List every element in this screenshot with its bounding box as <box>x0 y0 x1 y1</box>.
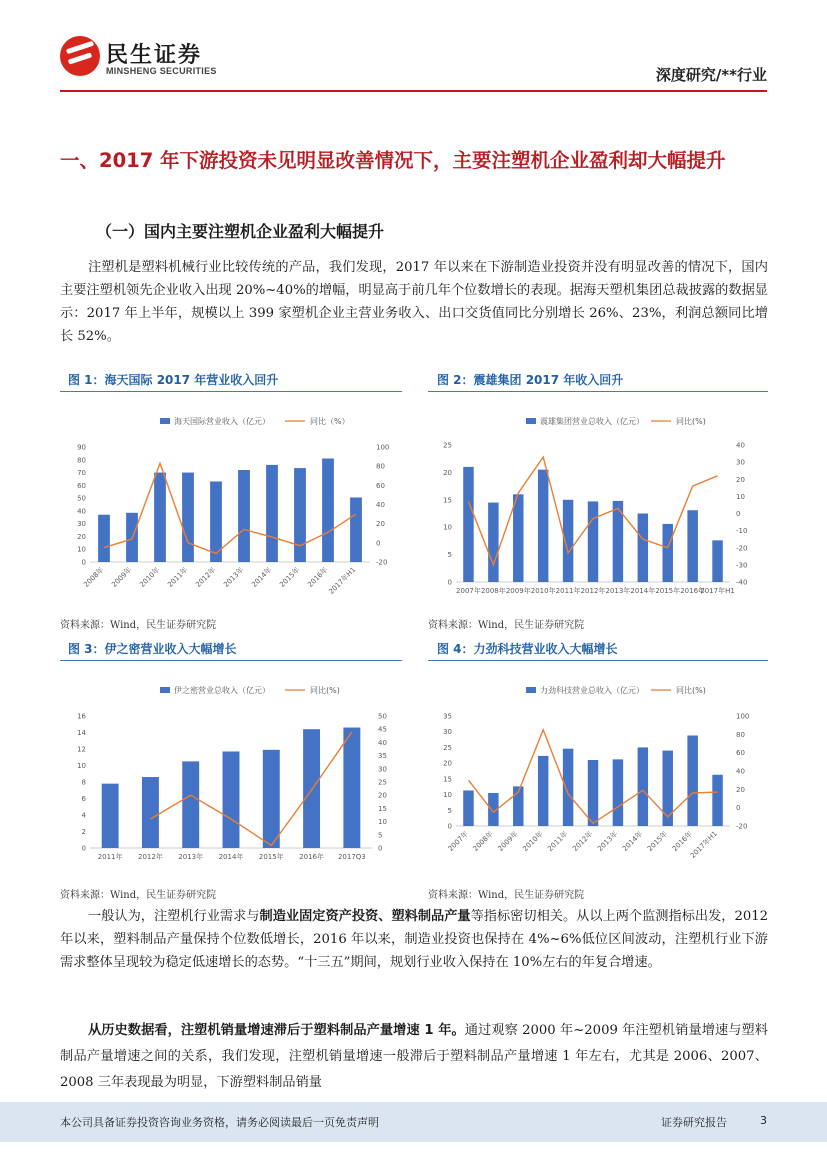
y2-tick-label: 20 <box>736 475 745 484</box>
y-tick-label: 0 <box>447 578 452 587</box>
y2-tick-label: 30 <box>378 765 387 774</box>
y-tick-label: 70 <box>77 469 86 478</box>
bar <box>294 468 306 562</box>
logo-chinese-name: 民生证券 <box>106 43 203 68</box>
x-tick-label: 2008年 <box>480 587 506 595</box>
y-tick-label: 80 <box>77 456 86 465</box>
y-tick-label: 20 <box>77 532 86 541</box>
page-footer <box>0 1102 827 1142</box>
header-divider <box>60 90 767 92</box>
x-tick-label: 2016年 <box>306 565 330 589</box>
y-tick-label: 60 <box>77 481 86 490</box>
x-tick-label: 2012年 <box>571 829 595 853</box>
x-tick-label: 2017年H1 <box>700 587 735 595</box>
chart-haitian-revenue <box>60 405 405 605</box>
minsheng-logo-icon <box>60 36 100 76</box>
y2-tick-label: 25 <box>378 778 387 787</box>
y-tick-label: 10 <box>77 762 86 770</box>
y2-tick-label: 20 <box>378 791 387 800</box>
bar <box>154 473 166 562</box>
y2-tick-label: 80 <box>376 462 385 471</box>
y2-tick-label: 100 <box>736 712 750 721</box>
y2-tick-label: 20 <box>376 520 385 529</box>
bar <box>263 750 280 848</box>
y-tick-label: 14 <box>77 729 86 737</box>
x-tick-label: 2010年 <box>521 829 545 853</box>
y2-tick-label: 60 <box>376 481 385 490</box>
y2-tick-label: 45 <box>378 725 387 734</box>
legend-bar-label: 伊之密营业总收入（亿元） <box>174 686 270 695</box>
y-tick-label: 20 <box>443 759 452 768</box>
bar <box>322 459 334 563</box>
bar <box>266 465 278 562</box>
y-tick-label: 20 <box>443 468 452 477</box>
bar <box>463 790 473 826</box>
x-tick-label: 2015年 <box>258 853 284 861</box>
x-tick-label: 2013年 <box>596 829 620 853</box>
y2-tick-label: 10 <box>378 818 387 827</box>
x-tick-label: 2011年 <box>546 829 570 853</box>
figure-4-title: 图 4：力劲科技营业收入大幅增长 <box>437 642 618 656</box>
x-tick-label: 2009年 <box>505 587 531 595</box>
y2-tick-label: 30 <box>736 458 745 467</box>
company-logo <box>60 36 260 80</box>
page-header <box>0 0 827 96</box>
chart-lijin-revenue <box>428 674 773 874</box>
bar <box>102 784 119 848</box>
legend-line-label: 同比(%) <box>676 686 706 695</box>
figure-1-rule <box>60 391 402 392</box>
y-tick-label: 6 <box>81 795 86 803</box>
y-tick-label: 15 <box>443 496 452 505</box>
para3-part-b: 通过观察 2000 年~2009 年注塑机销量增速与塑料制品产量增速之间的关系，我们发现，注塑机销量增速一般滞后于塑料制品产量增速 1 年左右，尤其是 2006、2007、2008 三年表现最为明显，下游塑料制品销量 <box>60 1023 768 1090</box>
y2-tick-label: 40 <box>378 738 387 747</box>
x-tick-label: 2014年 <box>630 587 656 595</box>
figure-3-source: 资料来源：Wind，民生证券研究院 <box>60 890 217 901</box>
figure-2-rule <box>428 391 768 392</box>
x-tick-label: 2011年 <box>97 853 123 861</box>
y2-tick-label: -30 <box>736 561 748 570</box>
legend-bar-swatch <box>160 418 170 424</box>
y2-tick-label: 10 <box>736 492 745 501</box>
y2-tick-label: 40 <box>736 441 745 450</box>
document-type: 深度研究/**行业 <box>655 66 767 84</box>
bar <box>182 473 194 562</box>
bar <box>613 759 623 826</box>
y-tick-label: 30 <box>77 520 86 529</box>
bar <box>223 751 240 848</box>
legend-bar-label: 震雄集团营业总收入（亿元） <box>540 417 644 426</box>
bar <box>588 501 598 582</box>
x-tick-label: 2014年 <box>621 829 645 853</box>
y-tick-label: 35 <box>443 712 452 721</box>
y2-tick-label: -20 <box>736 822 748 831</box>
x-tick-label: 2008年 <box>82 565 106 589</box>
y-tick-label: 0 <box>81 558 86 567</box>
para3-emphasis: 从历史数据看，注塑机销量增速滞后于塑料制品产量增速 1 年。 <box>88 1023 465 1038</box>
y-tick-label: 10 <box>443 791 452 800</box>
x-tick-label: 2015年 <box>278 565 302 589</box>
y2-tick-label: 80 <box>736 730 745 739</box>
x-tick-label: 2008年 <box>471 829 495 853</box>
y-tick-label: 4 <box>81 811 86 820</box>
figure-4-rule <box>428 660 768 661</box>
chart-zhenxiong-revenue <box>428 405 773 605</box>
para2-part-c: 等指标密切相关。从以上两个监测指标出发，2012 年以来，塑料制品产量保持个位数低增长，2016 年以来，制造业投资也保持在 4%~6%低位区间波动，注塑机行业下游需求整体呈现较为稳定低速增长的态势。“十三五”期间，规划行业收入保持在 10%左右的年复合增速。 <box>60 909 769 970</box>
y-tick-label: 90 <box>77 443 86 452</box>
y2-tick-label: 100 <box>376 443 390 452</box>
x-tick-label: 2016年 <box>299 853 324 861</box>
legend-bar-swatch <box>160 687 170 693</box>
bar <box>142 777 159 848</box>
x-tick-label: 2017年H1 <box>327 565 358 596</box>
y2-tick-label: 15 <box>378 804 387 813</box>
figure-3-chart <box>60 674 405 874</box>
para2-emphasis: 制造业固定资产投资、塑料制品产量 <box>259 909 471 924</box>
x-tick-label: 2013年 <box>178 853 204 861</box>
y-tick-label: 5 <box>447 551 452 560</box>
x-tick-label: 2013年 <box>222 565 246 589</box>
y-tick-label: 15 <box>443 775 452 784</box>
y-tick-label: 10 <box>443 523 452 532</box>
bar <box>98 515 110 562</box>
series-line <box>150 732 352 846</box>
bar <box>238 470 250 562</box>
bar <box>712 775 722 826</box>
bar <box>182 761 199 848</box>
x-tick-label: 2015年 <box>655 587 681 595</box>
y2-tick-label: 0 <box>376 539 381 548</box>
y2-tick-label: 60 <box>736 749 745 758</box>
legend-line-label: 同比(%) <box>676 417 706 426</box>
x-tick-label: 2013年 <box>605 587 631 595</box>
figure-1-source: 资料来源：Wind，民生证券研究院 <box>60 620 217 631</box>
bar <box>712 540 722 582</box>
bar <box>638 514 648 583</box>
bar <box>350 497 362 562</box>
y2-tick-label: 50 <box>378 712 387 721</box>
bar <box>463 467 473 582</box>
y-tick-label: 50 <box>77 494 86 503</box>
figure-3-rule <box>60 660 402 661</box>
y2-tick-label: 0 <box>378 844 383 853</box>
bar <box>687 510 697 582</box>
y2-tick-label: 5 <box>378 831 383 840</box>
bar <box>303 729 320 848</box>
y-tick-label: 8 <box>81 778 86 787</box>
footer-disclaimer: 本公司具备证券投资咨询业务资格，请务必阅读最后一页免责声明 <box>60 1116 379 1129</box>
y2-tick-label: -20 <box>736 544 748 553</box>
bar <box>638 747 648 826</box>
figure-4-chart <box>428 674 773 874</box>
y-tick-label: 16 <box>77 712 86 721</box>
x-tick-label: 2014年 <box>218 853 244 861</box>
y2-tick-label: -20 <box>376 558 388 567</box>
y2-tick-label: -40 <box>736 578 748 587</box>
y-tick-label: 25 <box>443 441 452 450</box>
y-tick-label: 12 <box>77 745 86 754</box>
x-tick-label: 2009年 <box>496 829 520 853</box>
x-tick-label: 2012年 <box>580 587 606 595</box>
figure-2-chart <box>428 405 773 605</box>
legend-bar-swatch <box>526 418 536 424</box>
y2-tick-label: 35 <box>378 752 387 761</box>
x-tick-label: 2010年 <box>138 565 162 589</box>
x-tick-label: 2011年 <box>555 587 581 595</box>
series-line <box>104 463 356 553</box>
bar <box>343 728 360 848</box>
x-tick-label: 2012年 <box>194 565 218 589</box>
legend-line-label: 同比(%) <box>310 686 340 695</box>
bar <box>687 735 697 826</box>
figure-2-source: 资料来源：Wind，民生证券研究院 <box>428 620 585 631</box>
x-tick-label: 2016年 <box>680 587 706 595</box>
y2-tick-label: 40 <box>376 501 385 509</box>
y2-tick-label: 20 <box>736 785 745 794</box>
bar <box>488 503 498 582</box>
y2-tick-label: 40 <box>736 767 745 776</box>
legend-bar-swatch <box>526 687 536 693</box>
figure-3-title: 图 3：伊之密营业收入大幅增长 <box>68 642 237 656</box>
bar <box>538 756 548 826</box>
y-tick-label: 10 <box>77 545 86 554</box>
y2-tick-label: 0 <box>736 510 741 518</box>
y-tick-label: 5 <box>447 806 452 815</box>
figure-2-title: 图 2：震雄集团 2017 年收入回升 <box>437 373 624 387</box>
bar <box>588 760 598 826</box>
subsection-heading: （一）国内主要注塑机企业盈利大幅提升 <box>96 222 385 241</box>
section-heading: 一、2017 年下游投资未见明显改善情况下，主要注塑机企业盈利却大幅提升 <box>60 149 726 172</box>
legend-bar-label: 力劲科技营业总收入（亿元） <box>540 686 644 695</box>
x-tick-label: 2007年 <box>446 829 470 853</box>
x-tick-label: 2016年 <box>670 829 695 853</box>
bar <box>513 494 523 582</box>
figure-1-title: 图 1：海天国际 2017 年营业收入回升 <box>68 373 279 387</box>
x-tick-label: 2011年 <box>166 565 190 589</box>
y-tick-label: 2 <box>81 828 86 836</box>
page-number: 3 <box>760 1114 767 1127</box>
bar <box>662 524 672 582</box>
x-tick-label: 2010年 <box>530 587 556 595</box>
x-tick-label: 2017年H1 <box>688 829 719 860</box>
y2-tick-label: -10 <box>736 527 748 536</box>
x-tick-label: 2009年 <box>110 565 134 589</box>
y-tick-label: 0 <box>447 822 452 831</box>
y-tick-label: 25 <box>443 743 452 752</box>
y-tick-label: 30 <box>443 728 452 737</box>
x-tick-label: 2014年 <box>250 565 274 589</box>
logo-english-name: MINSHENG SECURITIES <box>106 66 217 76</box>
x-tick-label: 2007年 <box>456 587 481 595</box>
legend-bar-label: 海天国际营业收入（亿元） <box>174 417 270 426</box>
x-tick-label: 2015年 <box>645 829 670 853</box>
y-tick-label: 0 <box>81 844 86 853</box>
footer-report-type: 证券研究报告 <box>661 1116 727 1129</box>
para2-part-a: 一般认为，注塑机行业需求与 <box>88 909 260 924</box>
chart-yizumi-revenue <box>60 674 405 874</box>
paragraph-intro: 注塑机是塑料机械行业比较传统的产品，我们发现，2017 年以来在下游制造业投资并没有明显改善的情况下，国内主要注塑机领先企业收入出现 20%~40%的增幅，明显高于前几年个位数增长的表现。据海天塑机集团总裁披露的数据显示：2017 年上半年，规模以上 399 家塑机企业主营业务收入、出口交货值同比分别增长 26%、23%，利润总额同比增长 52%。 <box>60 260 768 344</box>
bar <box>538 470 548 582</box>
legend-line-label: 同比（%） <box>310 417 350 426</box>
bar <box>563 749 573 826</box>
paragraph-history <box>60 1018 768 1096</box>
paragraph-demand <box>60 905 768 974</box>
y-tick-label: 40 <box>77 507 86 516</box>
x-tick-label: 2017Q3 <box>337 853 366 861</box>
x-tick-label: 2012年 <box>138 853 163 861</box>
figure-4-source: 资料来源：Wind，民生证券研究院 <box>428 890 585 901</box>
y2-tick-label: 0 <box>736 804 741 813</box>
figure-1-chart <box>60 405 405 605</box>
bar <box>662 751 672 826</box>
